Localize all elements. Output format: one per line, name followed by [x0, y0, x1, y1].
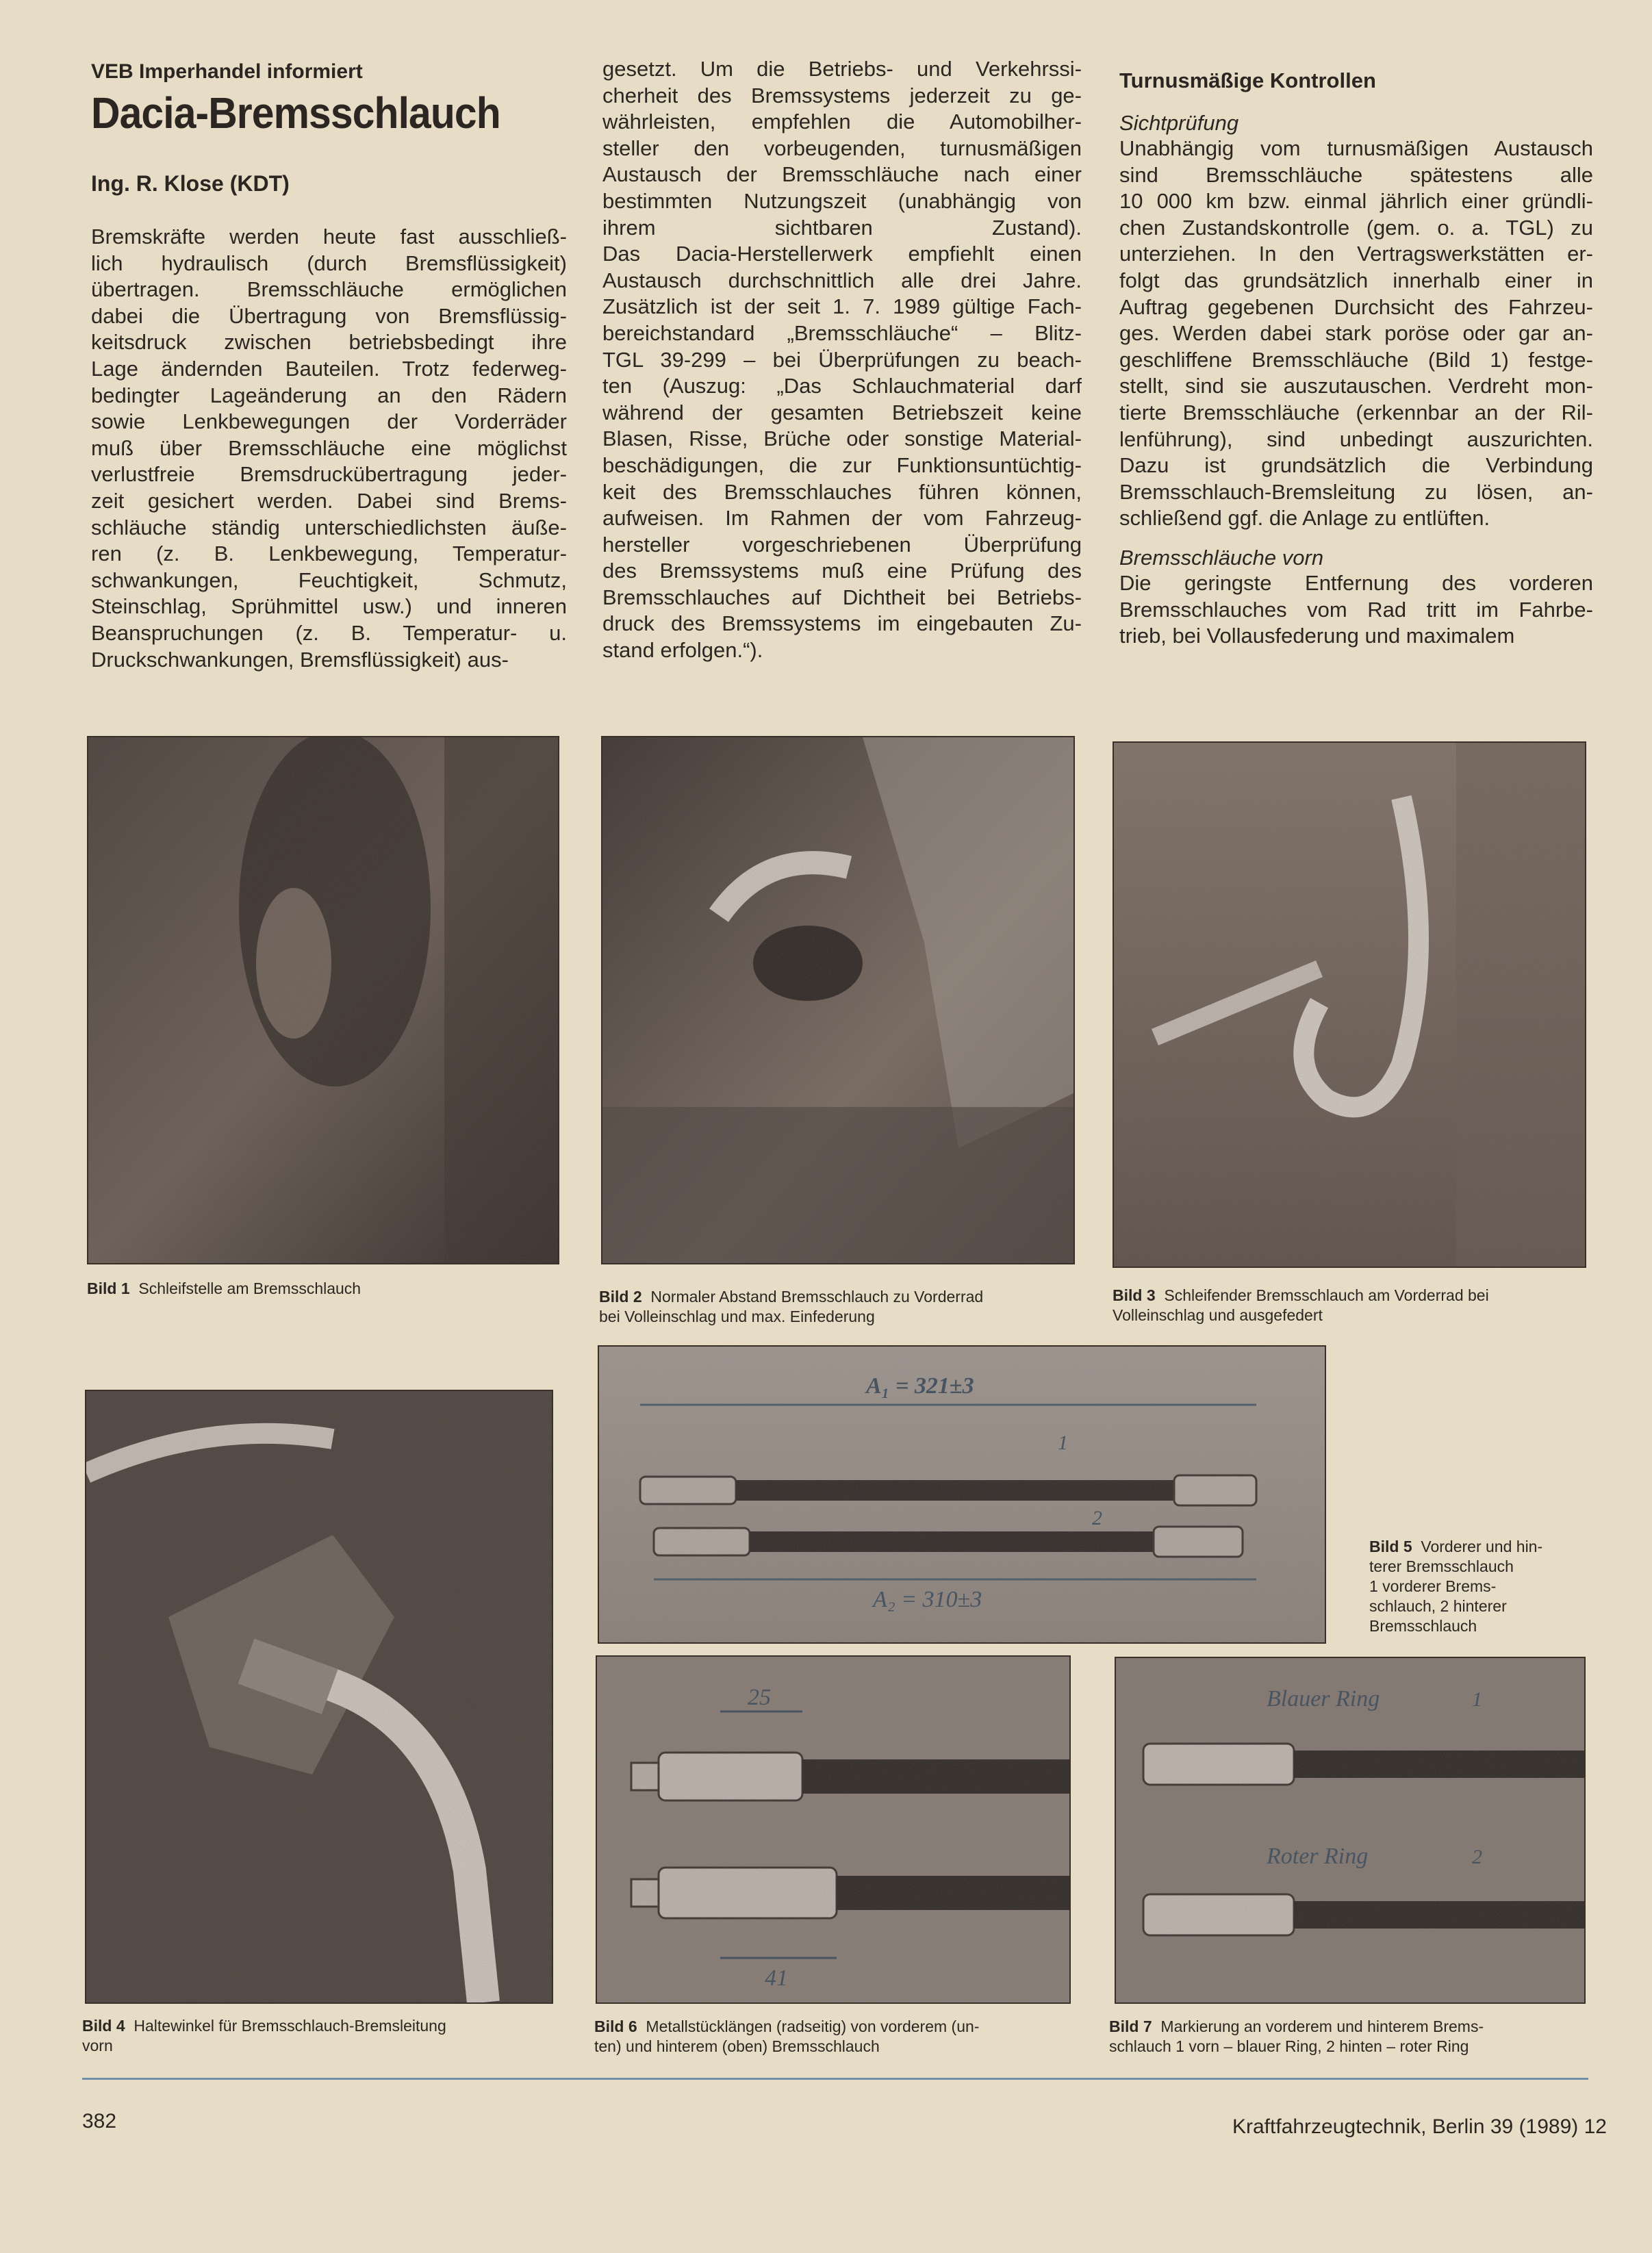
caption-bild-6-number: Bild 6	[594, 2017, 637, 2035]
column-1-line: muß über Bremsschläuche eine möglichst	[91, 435, 567, 460]
caption-bild-6-text: Metallstücklängen (radseitig) von vorderem (un-	[646, 2017, 980, 2035]
column-1-line: zeit gesichert werden. Dabei sind Brems-	[91, 488, 567, 513]
column-3a-line: chen Zustandskontrolle (gem. o. a. TGL) zu	[1119, 215, 1593, 240]
photo-bild-6	[596, 1655, 1071, 2004]
caption-bild-2	[599, 1287, 1078, 1327]
caption-bild-2-text-2: bei Volleinschlag und max. Einfederung	[599, 1308, 875, 1325]
column-2-line: beschädigungen, die zur Funktionsuntüchtig-	[602, 453, 1082, 477]
column-1-line: lich hydraulisch (durch Bremsflüssigkeit)	[91, 251, 567, 275]
caption-bild-6	[594, 2017, 1073, 2057]
photo-bild-7	[1115, 1657, 1586, 2004]
column-1-line: verlustfreie Bremsdruckübertragung jeder-	[91, 462, 567, 487]
column-2-line: Das Dacia-Herstellerwerk empfiehlt einen	[602, 242, 1082, 266]
caption-bild-7	[1109, 2017, 1588, 2057]
column-3a-line: sind Bremsschläuche spätestens alle	[1119, 162, 1593, 187]
caption-bild-2-number: Bild 2	[599, 1288, 642, 1306]
column-2-line: TGL 39-299 – bei Überprüfungen zu beach-	[602, 347, 1082, 372]
column-1-line: Bremskräfte werden heute fast ausschließ-	[91, 225, 567, 249]
column-2-line: hersteller vorgeschriebenen Überprüfung	[602, 532, 1082, 557]
footer-rule	[82, 2078, 1588, 2080]
column-1-line: keitsdruck zwischen betriebsbedingt ihre	[91, 330, 567, 355]
column-1-line: schwankungen, Feuchtigkeit, Schmutz,	[91, 568, 567, 592]
column-2-line: Austausch der Bremsschläuche nach einer	[602, 162, 1082, 187]
caption-bild-6-text-2: ten) und hinterem (oben) Bremsschlauch	[594, 2037, 880, 2055]
column-2-line: währleisten, empfehlen die Automobilher-	[602, 110, 1082, 134]
column-1-line: ren (z. B. Lenkbewegung, Temperatur-	[91, 542, 567, 566]
photo-bild-4	[85, 1390, 553, 2004]
column-3a-line: unterziehen. In den Vertragswerkstätten er-	[1119, 242, 1593, 266]
caption-bild-7-text: Markierung an vorderem und hinterem Brems-	[1160, 2017, 1484, 2035]
column-2-line: keit des Bremsschlauches führen können,	[602, 479, 1082, 504]
caption-bild-7-number: Bild 7	[1109, 2017, 1152, 2035]
caption-bild-5-number: Bild 5	[1369, 1538, 1412, 1555]
caption-bild-4-number: Bild 4	[82, 2017, 125, 2035]
caption-bild-3-text-2: Volleinschlag und ausgefedert	[1113, 1306, 1323, 1324]
column-3a-line: Unabhängig vom turnusmäßigen Austausch	[1119, 136, 1593, 160]
paragraph-sichtpruefung	[1119, 136, 1593, 532]
column-2-line: gesetzt. Um die Betriebs- und Verkehrssi-	[602, 57, 1082, 81]
caption-bild-3-text: Schleifender Bremsschlauch am Vorderrad bei	[1164, 1286, 1489, 1304]
caption-bild-5-line-5: Bremsschlauch	[1369, 1617, 1477, 1635]
column-3b-line: Bremsschlauches vom Rad tritt im Fahrbe-	[1119, 597, 1593, 622]
photo-bild-1	[87, 736, 559, 1264]
column-3a-line: stellt, sind sie auszutauschen. Verdreht mon-	[1119, 374, 1593, 398]
column-3a-line: folgt das grundsätzlich innerhalb einer in	[1119, 268, 1593, 292]
column-2-line: ihrem sichtbaren Zustand).	[602, 215, 1082, 240]
kicker: VEB Imperhandel informiert	[91, 60, 363, 83]
caption-bild-4	[82, 2016, 555, 2056]
column-3a-line: 10 000 km bzw. einmal jährlich einer gründli-	[1119, 189, 1593, 214]
column-3	[1119, 68, 1593, 650]
column-1-line: Druckschwankungen, Bremsflüssigkeit) aus-	[91, 647, 509, 672]
column-1-line: Steinschlag, Sprühmittel usw.) und inneren	[91, 594, 567, 619]
column-1-line: übertragen. Bremsschläuche ermöglichen	[91, 277, 567, 302]
column-1-line: schläuche ständig unterschiedlichsten äuße-	[91, 515, 567, 539]
column-2-line: steller den vorbeugenden, turnusmäßigen	[602, 136, 1082, 160]
caption-bild-1-text: Schleifstelle am Bremsschlauch	[138, 1280, 361, 1297]
column-2-line: ten (Auszug: „Das Schlauchmaterial darf	[602, 374, 1082, 398]
subheading-bremsschlaeuche-vorn: Bremsschläuche vorn	[1119, 545, 1324, 570]
photo-bild-5	[598, 1345, 1326, 1644]
caption-bild-5-line-1: Vorderer und hin-	[1421, 1538, 1543, 1555]
column-1-line: Lage ändernden Bauteilen. Trotz federweg-	[91, 356, 567, 381]
caption-bild-4-text: Haltewinkel für Bremsschlauch-Bremsleitung	[134, 2017, 446, 2035]
column-2-line: während der gesamten Betriebszeit keine	[602, 400, 1082, 424]
column-2-line: bestimmten Nutzungszeit (unabhängig von	[602, 188, 1082, 213]
article-title: Dacia-Bremsschlauch	[91, 88, 500, 138]
caption-bild-5-line-4: schlauch, 2 hinterer	[1369, 1597, 1507, 1615]
caption-bild-5-line-3: 1 vorderer Brems-	[1369, 1577, 1497, 1595]
column-1	[91, 224, 567, 673]
caption-bild-1-number: Bild 1	[87, 1280, 130, 1297]
column-2-line: aufweisen. Im Rahmen der vom Fahrzeug-	[602, 506, 1082, 531]
column-2-line: des Bremssystems muß eine Prüfung des	[602, 559, 1082, 583]
column-1-line: sowie Lenkbewegungen der Vorderräder	[91, 409, 567, 434]
column-2-line: cherheit des Bremssystems jederzeit zu ge-	[602, 83, 1082, 107]
author: Ing. R. Klose (KDT)	[91, 171, 290, 196]
column-3a-line: lenführung), sind unbedingt auszurichten.	[1119, 427, 1593, 451]
column-3a-line: ges. Werden dabei stark poröse oder gar an-	[1119, 321, 1593, 346]
subheading-sichtpruefung: Sichtprüfung	[1119, 111, 1239, 135]
journal-citation: Kraftfahrzeugtechnik, Berlin 39 (1989) 12	[1232, 2115, 1607, 2138]
caption-bild-3	[1113, 1286, 1592, 1325]
column-3a-line: tierte Bremsschläuche (erkennbar an der Ril-	[1119, 400, 1593, 424]
column-2-line: Bremsschlauches auf Dichtheit bei Betriebs-	[602, 585, 1082, 609]
column-2-line: Austausch durchschnittlich alle drei Jahre.	[602, 268, 1082, 292]
column-3a-line: geschliffene Bremsschläuche (Bild 1) festge-	[1119, 347, 1593, 372]
column-3a-line: Auftrag gegebenen Durchsicht des Fahrzeu-	[1119, 294, 1593, 319]
column-1-line: dabei die Übertragung von Bremsflüssig-	[91, 303, 567, 328]
column-2-line: bereichstandard „Bremsschläuche“ – Blitz-	[602, 320, 1082, 345]
caption-bild-3-number: Bild 3	[1113, 1286, 1156, 1304]
photo-bild-3	[1113, 741, 1586, 1268]
column-3a-line: Dazu ist grundsätzlich die Verbindung	[1119, 453, 1593, 478]
caption-bild-4-text-2: vorn	[82, 2037, 113, 2054]
caption-bild-1	[87, 1279, 559, 1299]
column-1-line: bedingter Lageänderung an den Rädern	[91, 383, 567, 407]
paragraph-bremsschlaeuche-vorn	[1119, 570, 1593, 650]
caption-bild-2-text: Normaler Abstand Bremsschlauch zu Vorderrad	[650, 1288, 984, 1306]
page-number: 382	[82, 2110, 117, 2133]
column-2-line: Zusätzlich ist der seit 1. 7. 1989 gültige Fach-	[602, 294, 1082, 319]
column-2-line: druck des Bremssystems im eingebauten Zu-	[602, 611, 1082, 636]
column-1-line: Beanspruchungen (z. B. Temperatur- u.	[91, 620, 567, 645]
caption-bild-5-line-2: terer Bremsschlauch	[1369, 1557, 1514, 1575]
caption-bild-7-text-2: schlauch 1 vorn – blauer Ring, 2 hinten – roter Ring	[1109, 2037, 1469, 2055]
column-3a-line: Bremsschlauch-Bremsleitung zu lösen, an-	[1119, 479, 1593, 504]
column-2	[602, 56, 1082, 664]
caption-bild-5	[1369, 1537, 1595, 1636]
column-3a-line: schließend ggf. die Anlage zu entlüften.	[1119, 506, 1490, 531]
section-heading: Turnusmäßige Kontrollen	[1119, 68, 1376, 92]
photo-bild-2	[601, 736, 1075, 1264]
column-3b-line: trieb, bei Vollausfederung und maximalem	[1119, 624, 1515, 648]
column-2-line: stand erfolgen.“).	[602, 638, 763, 663]
column-2-line: Blasen, Risse, Brüche oder sonstige Material-	[602, 427, 1082, 451]
column-3b-line: Die geringste Entfernung des vorderen	[1119, 570, 1593, 595]
